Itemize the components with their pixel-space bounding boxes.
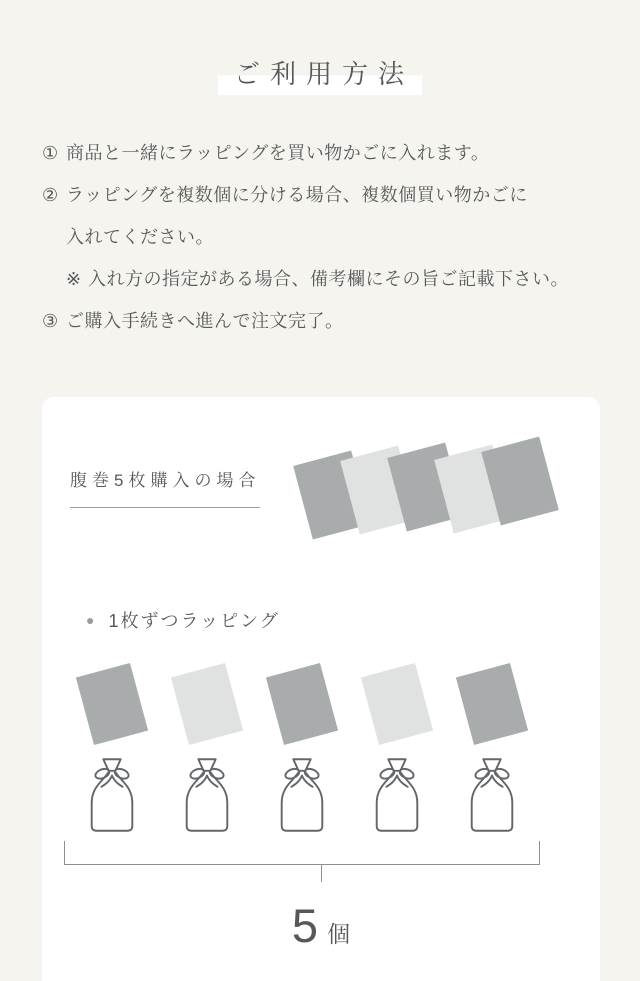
wrap-columns xyxy=(64,661,540,835)
case-label: 腹巻5枚購入の場合 xyxy=(70,470,260,508)
instruction-text: 入れてください。 xyxy=(66,227,214,247)
bracket-center-tick xyxy=(321,865,322,882)
square-box xyxy=(159,661,254,747)
example-card xyxy=(42,397,600,981)
wrap-column xyxy=(254,661,349,835)
product-square-icon xyxy=(171,663,243,745)
product-stack xyxy=(302,443,572,535)
gift-bag-icon xyxy=(273,755,331,835)
gift-bag-icon xyxy=(83,755,141,835)
instruction-step-3 xyxy=(42,309,600,333)
gift-bag-icon xyxy=(178,755,236,835)
instructions-list xyxy=(42,141,600,333)
square-box xyxy=(350,661,445,747)
product-square-icon xyxy=(361,663,433,745)
page-title: ご利用方法 xyxy=(218,52,422,95)
instruction-text: ラッピングを複数個に分ける場合、複数個買い物かごに xyxy=(66,185,528,205)
instruction-step-2-continued xyxy=(42,225,600,249)
case-header xyxy=(42,397,600,537)
square-box xyxy=(64,661,159,747)
gift-bag-icon xyxy=(463,755,521,835)
instruction-text: 商品と一緒にラッピングを買い物かごに入れます。 xyxy=(66,143,490,163)
wrap-column xyxy=(159,661,254,835)
instruction-step-1 xyxy=(42,141,600,165)
square-box xyxy=(445,661,540,747)
instruction-step-2 xyxy=(42,183,600,207)
instruction-text: 入れ方の指定がある場合、備考欄にその旨ご記載下さい。 xyxy=(88,269,569,289)
product-square-icon xyxy=(75,663,147,745)
instruction-note xyxy=(42,267,600,291)
title-section xyxy=(0,52,640,95)
gift-bag-icon xyxy=(368,755,426,835)
wrap-option-label: 1枚ずつラッピング xyxy=(108,611,280,631)
wrap-option-row xyxy=(86,607,600,633)
step-number-1: ① xyxy=(42,143,59,163)
instruction-text: ご購入手続きへ進んで注文完了。 xyxy=(66,311,344,331)
square-box xyxy=(254,661,349,747)
total-count xyxy=(42,898,600,953)
count-number: 5 xyxy=(291,899,320,952)
step-number-3: ③ xyxy=(42,311,59,331)
step-number-2: ② xyxy=(42,185,59,205)
bullet-dot-icon: ● xyxy=(86,612,97,628)
product-square-icon xyxy=(266,663,338,745)
group-bracket xyxy=(64,841,540,865)
note-marker: ※ xyxy=(66,269,82,289)
count-unit: 個 xyxy=(327,921,351,947)
wrap-column xyxy=(445,661,540,835)
wrap-column xyxy=(350,661,445,835)
product-square-icon xyxy=(456,663,528,745)
wrap-column xyxy=(64,661,159,835)
